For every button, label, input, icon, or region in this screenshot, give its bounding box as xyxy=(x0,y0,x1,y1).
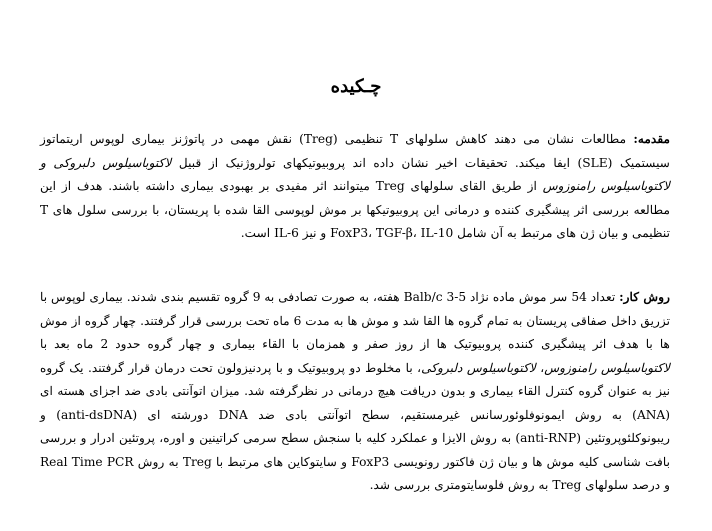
introduction-species-names: لاکتوباسیلوس دلبروکی و لاکتوباسیلوس رامنوزوس xyxy=(40,155,670,193)
methods-text-2: ، با مخلوط دو پروبیوتیک و با پردنیزولون تحت درمان قرار گرفتند. یک گروه نیز به عنوان گروه کنترل القاء بیماری و بدون دریافت هیچ درمانی در نظرگرفته شد. میزان اتوآنتی بادی ضد اجزای هسته ای (ANA) به روش ایمونوفلوئورسانس غیرمستقیم، سطح اتوآنتی بادی ضد DNA دورشته ای (anti-dsDNA) و ریبونوکلئوپروتئین (anti-RNP) به روش الایزا و عملکرد کلیه با سنجش سطح سرمی کراتینین و اوره، پروتئین ادرار و بررسی بافت شناسی کلیه موش ها و بیان ژن فاکتور رونویسی FoxP3 و سایتوکاین های مرتبط با Treg به روش Real Time PCR و درصد سلولهای Treg به روش فلوسایتومتری بررسی شد. xyxy=(40,360,670,492)
methods-separator: ، xyxy=(535,360,545,375)
introduction-text-2: از طریق القای سلولهای Treg میتوانند اثر مفیدی بر بهبودی بیماری داشته باشند. هدف از این مطالعه بررسی اثر پیشگیری کننده و درمانی این پروبیوتیکها بر موش لوپوسی القا شده با پریستان، با بررسی سلول های T تنظیمی و بیان ژن های مرتبط به آن شامل FoxP3، TGF-β، IL-10 و نیز IL-6 است. xyxy=(40,179,670,240)
methods-text-1: تعداد 54 سر موش ماده نژاد Balb/c 3-5 هفته، به صورت تصادفی به 9 گروه تقسیم بندی شدند. بیماری لوپوس با تزریق داخل صفاقی پریستان به تمام گروه ها القا شد و موش ها به مدت 6 ماه تحت بررسی قرار گرفتند. چهار گروه از موش ها با هدف اثر پیشگیری کننده پروبیوتیک ها از روز صفر و همزمان با القاء بیماری و چهار گروه حدود 2 ماه بعد با xyxy=(40,290,670,351)
introduction-paragraph xyxy=(40,128,670,246)
page-title: چـکیده xyxy=(330,76,382,97)
methods-species-delbrueckii: لاکتوباسیلوس دلبروکی xyxy=(421,360,536,375)
introduction-text-1: مطالعات نشان می دهند کاهش سلولهای T تنظیمی (Treg) نقش مهمی در پاتوژنز بیماری لوپوس اریتماتوز سیستمیک (SLE) ایفا میکند. تحقیقات اخیر نشان داده اند پروبیوتیکهای تولروژنیک از قبیل xyxy=(40,132,671,170)
introduction-heading: مقدمه: xyxy=(633,132,671,146)
methods-species-rhamnosus: لاکتوباسیلوس رامنوزوس xyxy=(544,360,670,375)
methods-paragraph xyxy=(40,286,670,498)
methods-heading: روش کار: xyxy=(619,290,670,304)
